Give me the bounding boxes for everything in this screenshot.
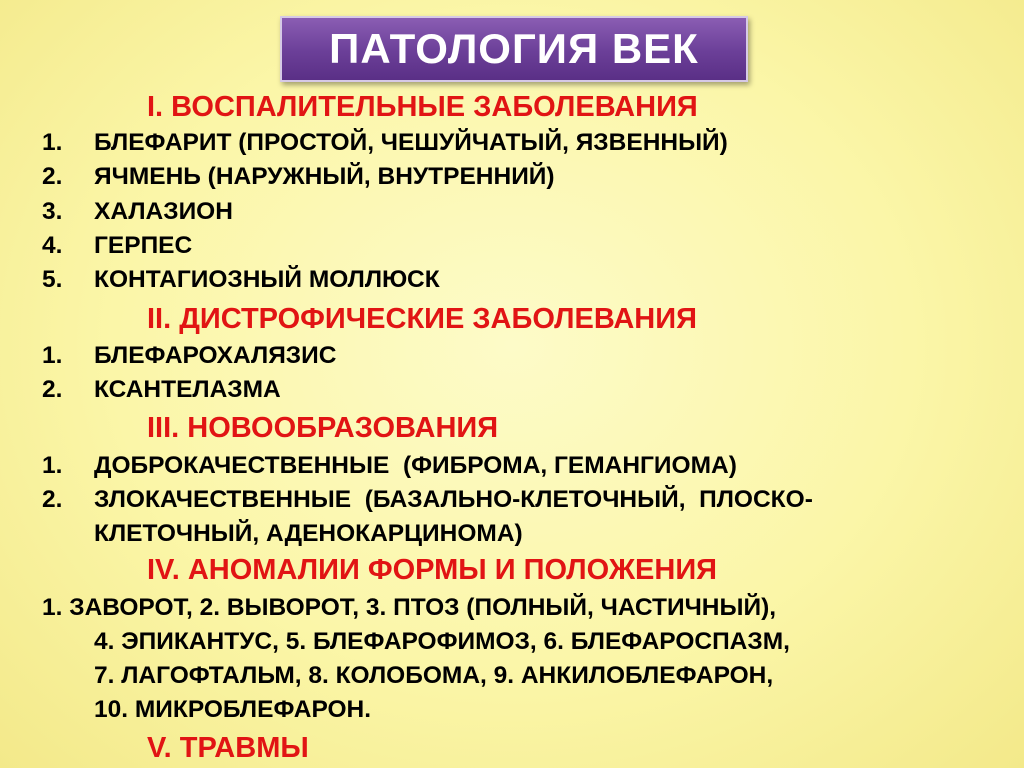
section-heading-neoplasms: III. НОВООБРАЗОВАНИЯ: [147, 412, 499, 444]
list-item: 4. ГЕРПЕС: [42, 232, 193, 259]
section-heading-inflammatory: I. ВОСПАЛИТЕЛЬНЫЕ ЗАБОЛЕВАНИЯ: [147, 91, 698, 123]
title-banner: [280, 16, 748, 82]
anomaly-line: 4. ЭПИКАНТУС, 5. БЛЕФАРОФИМОЗ, 6. БЛЕФАРОСПАЗМ,: [94, 628, 790, 655]
section-heading-dystrophic: II. ДИСТРОФИЧЕСКИЕ ЗАБОЛЕВАНИЯ: [147, 303, 697, 335]
section-heading-anomalies: IV. АНОМАЛИИ ФОРМЫ И ПОЛОЖЕНИЯ: [147, 554, 718, 586]
anomaly-line: 10. МИКРОБЛЕФАРОН.: [94, 696, 372, 723]
page-title: ПАТОЛОГИЯ ВЕК: [329, 25, 699, 72]
list-item: 3. ХАЛАЗИОН: [42, 198, 233, 225]
list-item: 2. ЯЧМЕНЬ (НАРУЖНЫЙ, ВНУТРЕННИЙ): [42, 163, 555, 190]
list-item: 1. БЛЕФАРОХАЛЯЗИС: [42, 342, 337, 369]
list-item: 5. КОНТАГИОЗНЫЙ МОЛЛЮСК: [42, 266, 440, 293]
section-heading-trauma: V. ТРАВМЫ: [147, 732, 309, 764]
list-item: 2. КСАНТЕЛАЗМА: [42, 376, 281, 403]
anomaly-line: 7. ЛАГОФТАЛЬМ, 8. КОЛОБОМА, 9. АНКИЛОБЛЕФАРОН,: [94, 662, 774, 689]
anomaly-line: 1. ЗАВОРОТ, 2. ВЫВОРОТ, 3. ПТОЗ (ПОЛНЫЙ, ЧАСТИЧНЫЙ),: [42, 594, 777, 621]
list-item-continuation: КЛЕТОЧНЫЙ, АДЕНОКАРЦИНОМА): [94, 520, 523, 547]
list-item: 1. БЛЕФАРИТ (ПРОСТОЙ, ЧЕШУЙЧАТЫЙ, ЯЗВЕННЫЙ): [42, 129, 728, 156]
list-item: 2. ЗЛОКАЧЕСТВЕННЫЕ (БАЗАЛЬНО-КЛЕТОЧНЫЙ, ПЛОСКО-: [42, 486, 813, 513]
list-item: 1. ДОБРОКАЧЕСТВЕННЫЕ (ФИБРОМА, ГЕМАНГИОМА): [42, 452, 737, 479]
